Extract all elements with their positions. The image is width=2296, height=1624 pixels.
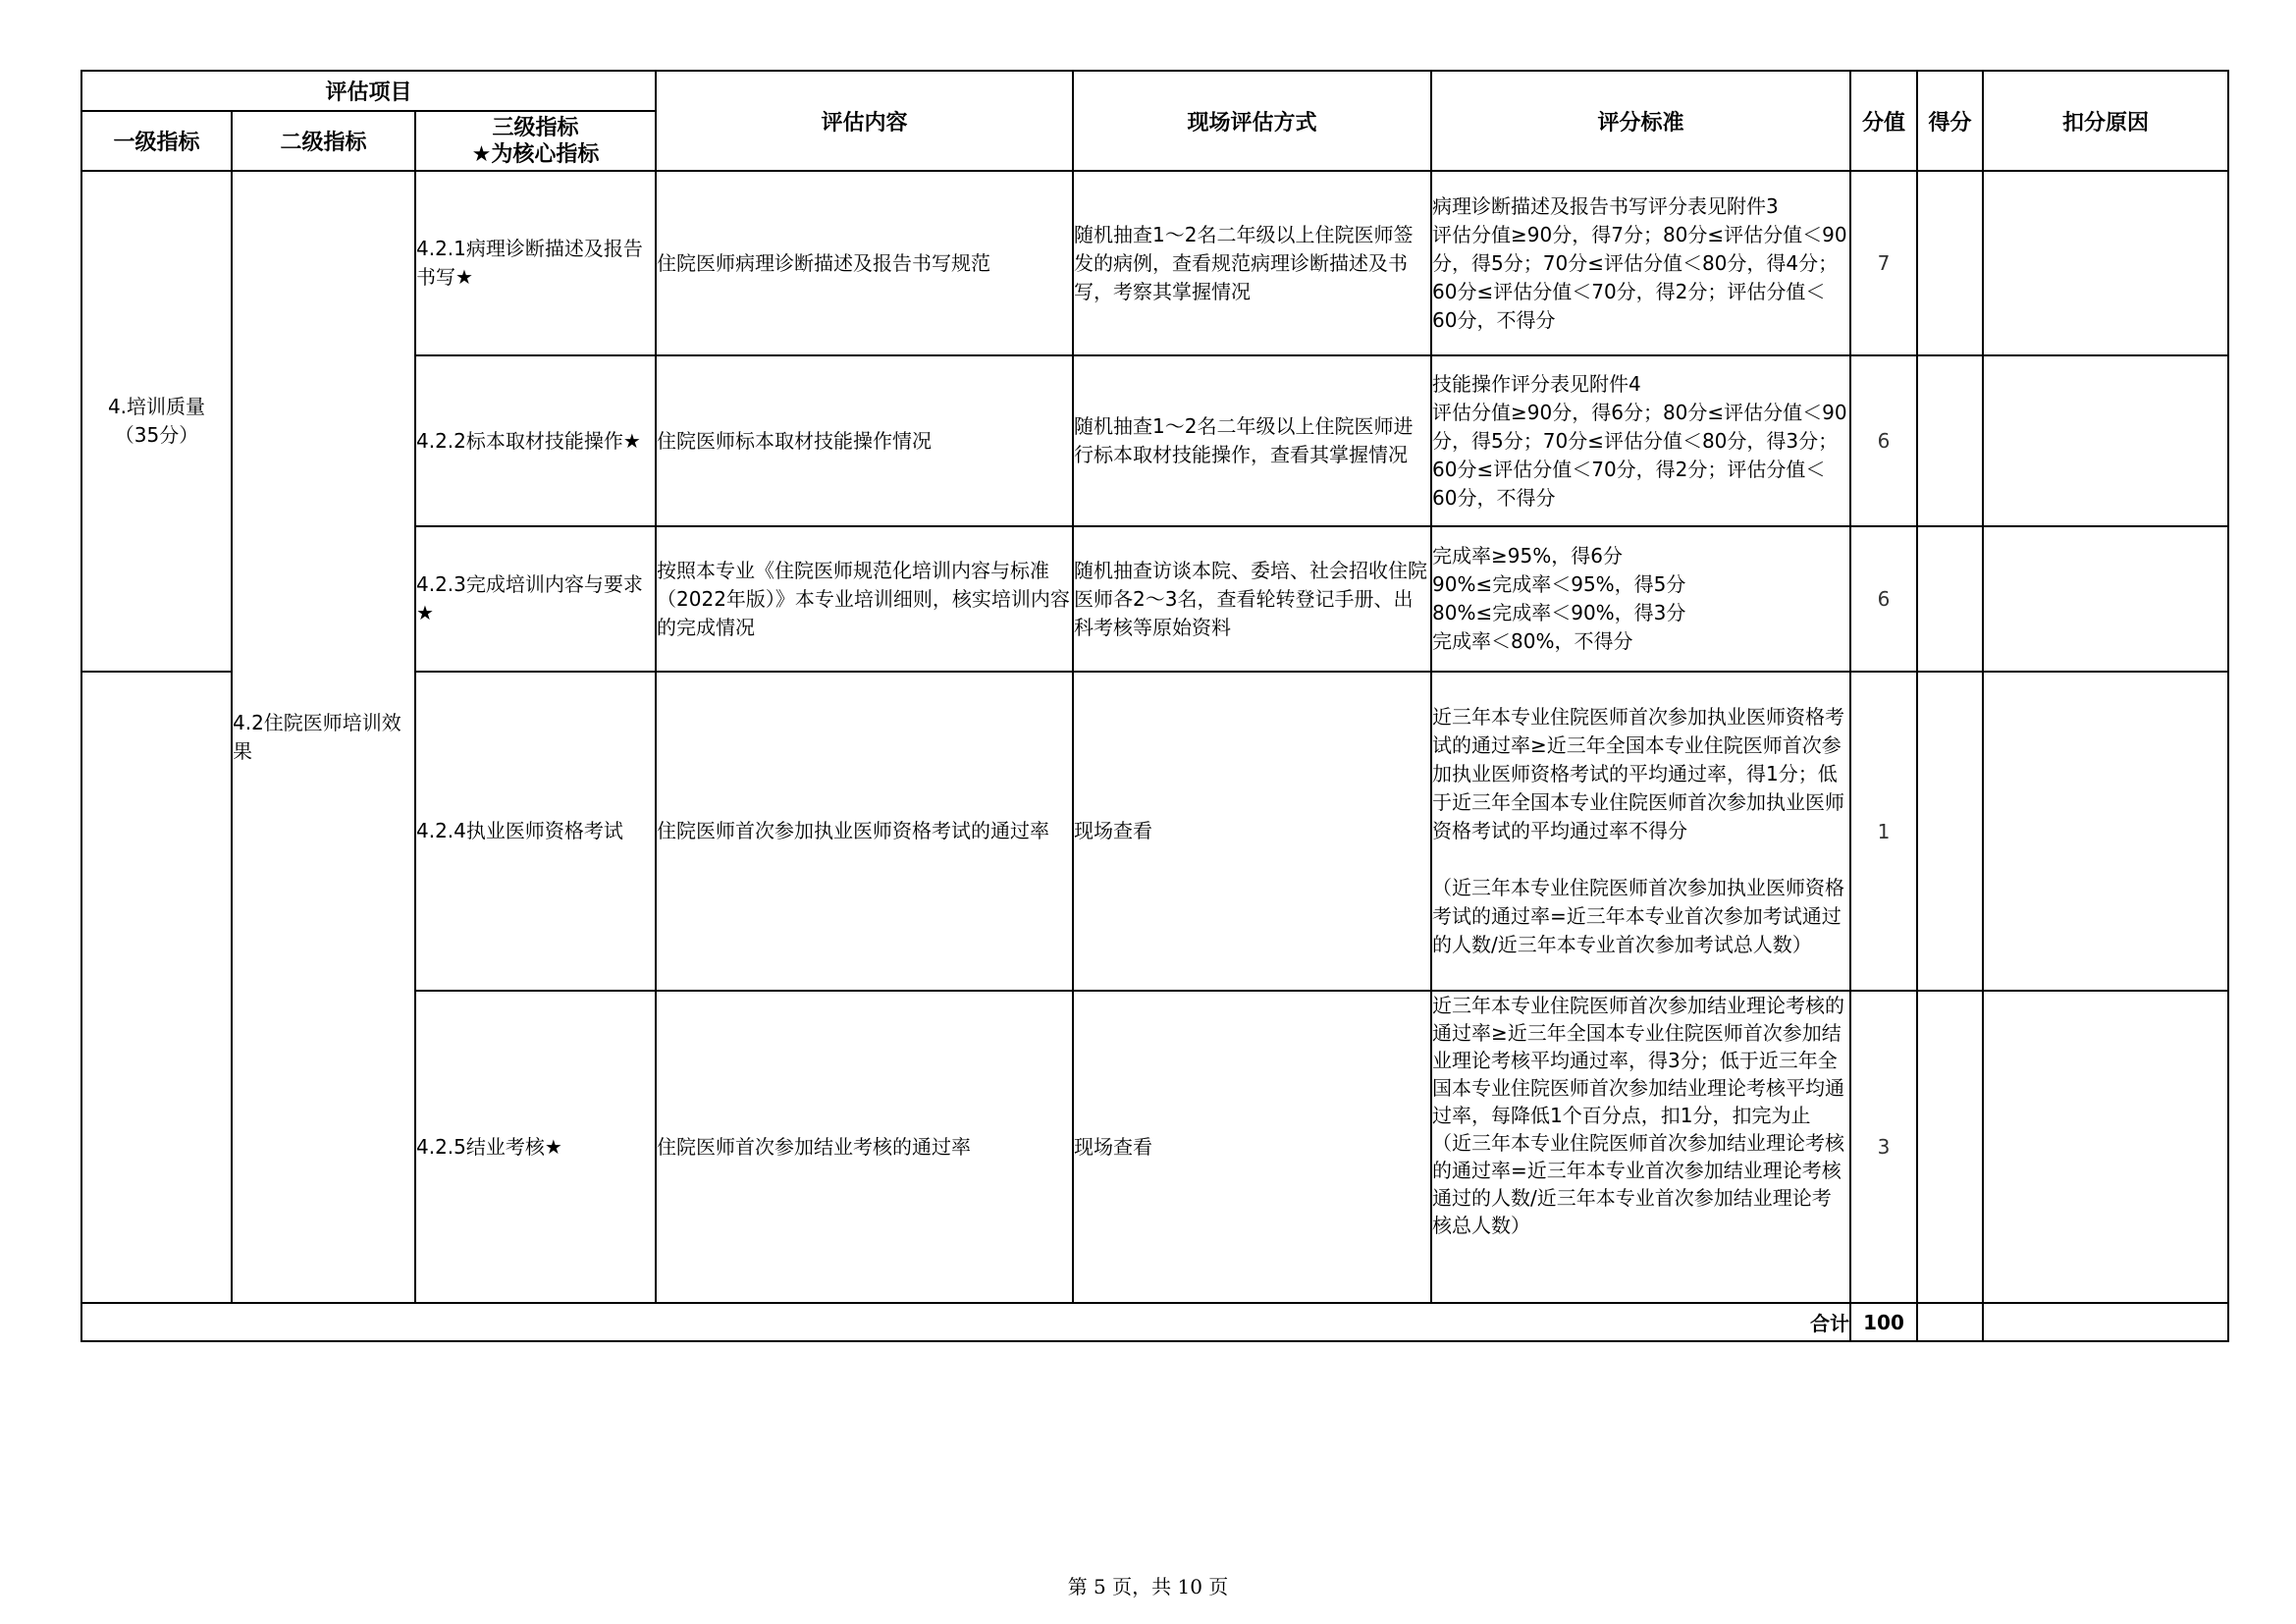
total-row <box>81 1303 2228 1341</box>
content-cell: 住院医师首次参加执业医师资格考试的通过率 <box>656 672 1073 991</box>
indicator-cell: 4.2.5结业考核★ <box>415 991 656 1303</box>
score-cell: 6 <box>1850 526 1917 672</box>
score-cell: 7 <box>1850 171 1917 355</box>
total-label: 合计 <box>81 1303 1850 1341</box>
content-cell: 按照本专业《住院医师规范化培训内容与标准（2022年版）》本专业培训细则，核实培训内容的完成情况 <box>656 526 1073 672</box>
header-row-1 <box>81 71 2228 111</box>
score-cell: 6 <box>1850 355 1917 526</box>
header-level3: 三级指标 ★为核心指标 <box>415 111 656 171</box>
indicator-cell: 4.2.4执业医师资格考试 <box>415 672 656 991</box>
indicator-cell: 4.2.1病理诊断描述及报告书写★ <box>415 171 656 355</box>
level1-empty-cell <box>81 672 232 1303</box>
score-cell: 3 <box>1850 991 1917 1303</box>
total-reason-cell <box>1983 1303 2228 1341</box>
total-got-cell <box>1917 1303 1983 1341</box>
level2-cell: 4.2住院医师培训效果 <box>232 171 415 1303</box>
header-level1: 一级指标 <box>81 111 232 171</box>
method-cell: 现场查看 <box>1073 991 1431 1303</box>
content-cell: 住院医师首次参加结业考核的通过率 <box>656 991 1073 1303</box>
header-criteria: 评分标准 <box>1431 71 1850 171</box>
page-footer: 第 5 页，共 10 页 <box>1067 1575 1229 1598</box>
reason-cell <box>1983 526 2228 672</box>
criteria-cell: 病理诊断描述及报告书写评分表见附件3 评估分值≥90分，得7分；80分≤评估分值＜90分，得5分；70分≤评估分值＜80分，得4分；60分≤评估分值＜70分，得2分；评估分值＜60分，不得分 <box>1431 171 1850 355</box>
reason-cell <box>1983 991 2228 1303</box>
header-level2: 二级指标 <box>232 111 415 171</box>
reason-cell <box>1983 171 2228 355</box>
method-cell: 随机抽查1～2名二年级以上住院医师签发的病例，查看规范病理诊断描述及书写，考察其掌握情况 <box>1073 171 1431 355</box>
method-cell: 随机抽查1～2名二年级以上住院医师进行标本取材技能操作，查看其掌握情况 <box>1073 355 1431 526</box>
content-cell: 住院医师标本取材技能操作情况 <box>656 355 1073 526</box>
method-cell: 随机抽查访谈本院、委培、社会招收住院医师各2～3名，查看轮转登记手册、出科考核等原始资料 <box>1073 526 1431 672</box>
criteria-cell: 近三年本专业住院医师首次参加结业理论考核的通过率≥近三年全国本专业住院医师首次参加结业理论考核平均通过率，得3分；低于近三年全国本专业住院医师首次参加结业理论考核平均通过率，每降低1个百分点，扣1分，扣完为止 （近三年本专业住院医师首次参加结业理论考核的通过率=近三年本专业首次参加结业理论考核通过的人数/近三年本专业首次参加结业理论考核总人数） <box>1431 991 1850 1303</box>
got-cell <box>1917 171 1983 355</box>
criteria-cell: 完成率≥95%，得6分 90%≤完成率＜95%，得5分 80%≤完成率＜90%，得3分 完成率＜80%，不得分 <box>1431 526 1850 672</box>
got-cell <box>1917 672 1983 991</box>
got-cell <box>1917 355 1983 526</box>
reason-cell <box>1983 672 2228 991</box>
header-score: 分值 <box>1850 71 1917 171</box>
header-content: 评估内容 <box>656 71 1073 171</box>
total-value: 100 <box>1850 1303 1917 1341</box>
content-cell: 住院医师病理诊断描述及报告书写规范 <box>656 171 1073 355</box>
table-row <box>81 171 2228 355</box>
header-eval-items: 评估项目 <box>81 71 656 111</box>
method-cell: 现场查看 <box>1073 672 1431 991</box>
header-reason: 扣分原因 <box>1983 71 2228 171</box>
header-got: 得分 <box>1917 71 1983 171</box>
indicator-cell: 4.2.3完成培训内容与要求★ <box>415 526 656 672</box>
evaluation-table <box>80 70 2229 1342</box>
header-method: 现场评估方式 <box>1073 71 1431 171</box>
got-cell <box>1917 526 1983 672</box>
level1-cell: 4.培训质量 （35分） <box>81 171 232 672</box>
indicator-cell: 4.2.2标本取材技能操作★ <box>415 355 656 526</box>
criteria-cell: 近三年本专业住院医师首次参加执业医师资格考试的通过率≥近三年全国本专业住院医师首次参加执业医师资格考试的平均通过率，得1分；低于近三年全国本专业住院医师首次参加执业医师资格考试的平均通过率不得分 （近三年本专业住院医师首次参加执业医师资格考试的通过率=近三年本专业首次参加考试通过的人数/近三年本专业首次参加考试总人数） <box>1431 672 1850 991</box>
criteria-cell: 技能操作评分表见附件4 评估分值≥90分，得6分；80分≤评估分值＜90分，得5分；70分≤评估分值＜80分，得3分；60分≤评估分值＜70分，得2分；评估分值＜60分，不得分 <box>1431 355 1850 526</box>
reason-cell <box>1983 355 2228 526</box>
got-cell <box>1917 991 1983 1303</box>
score-cell: 1 <box>1850 672 1917 991</box>
